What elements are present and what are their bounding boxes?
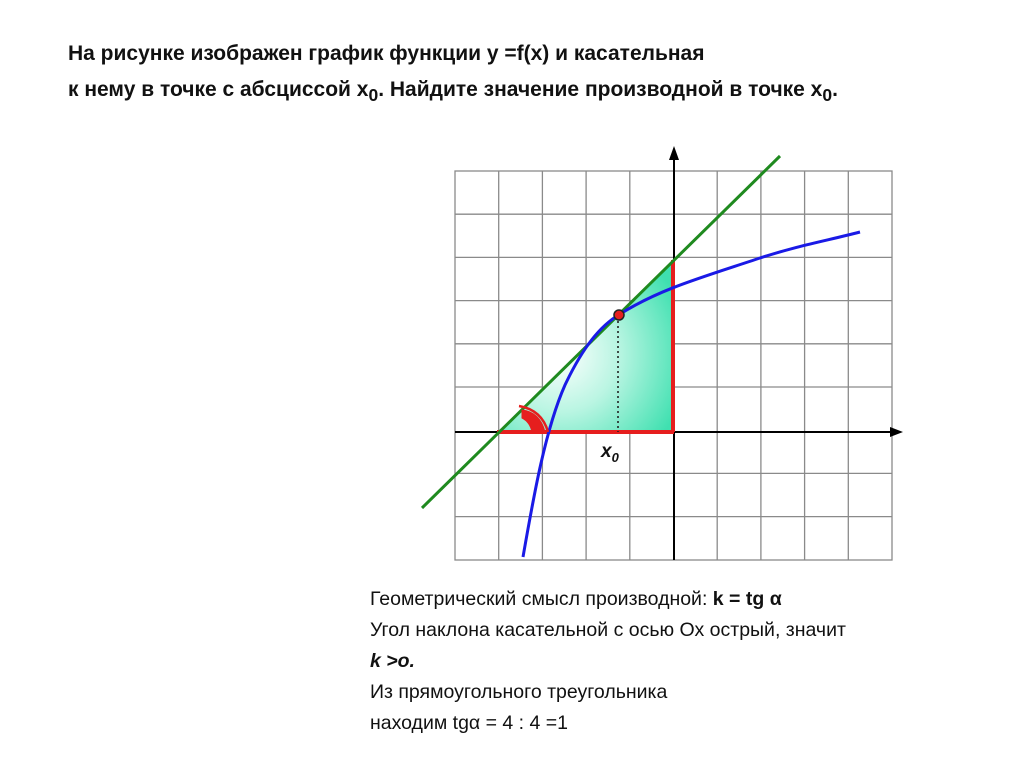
- solution-line-1: [370, 584, 1010, 615]
- problem-line-2-start: к нему в точке с абсциссой x: [68, 78, 369, 101]
- x-axis-arrow: [890, 427, 903, 437]
- x0-label-subscript: 0: [611, 450, 619, 465]
- tangency-point: [614, 310, 624, 320]
- formula-k-tg-alpha: k = tg α: [712, 588, 782, 610]
- subscript-0: 0: [368, 85, 379, 106]
- solution-line-1-text: Геометрический смысл производной:: [370, 588, 713, 610]
- axes: [455, 146, 903, 560]
- solution-line-4: Из прямоугольного треугольника: [370, 681, 668, 703]
- x0-label-x: x: [601, 441, 612, 462]
- solution-line-3: k >o.: [370, 650, 415, 672]
- solution-line-2: Угол наклона касательной с осью Ох острый, значит: [370, 619, 846, 641]
- problem-line-2-end: .: [832, 78, 838, 101]
- x0-label: [600, 441, 620, 465]
- solution-text: [370, 584, 1010, 739]
- y-axis-arrow: [669, 146, 679, 160]
- solution-line-5: находим tgα = 4 : 4 =1: [370, 712, 569, 734]
- problem-line-1: На рисунке изображен график функции y =f(x) и касательная: [68, 42, 705, 65]
- subscript-0-second: 0: [822, 85, 833, 106]
- problem-line-2-middle: . Найдите значение производной в точке x: [378, 78, 823, 101]
